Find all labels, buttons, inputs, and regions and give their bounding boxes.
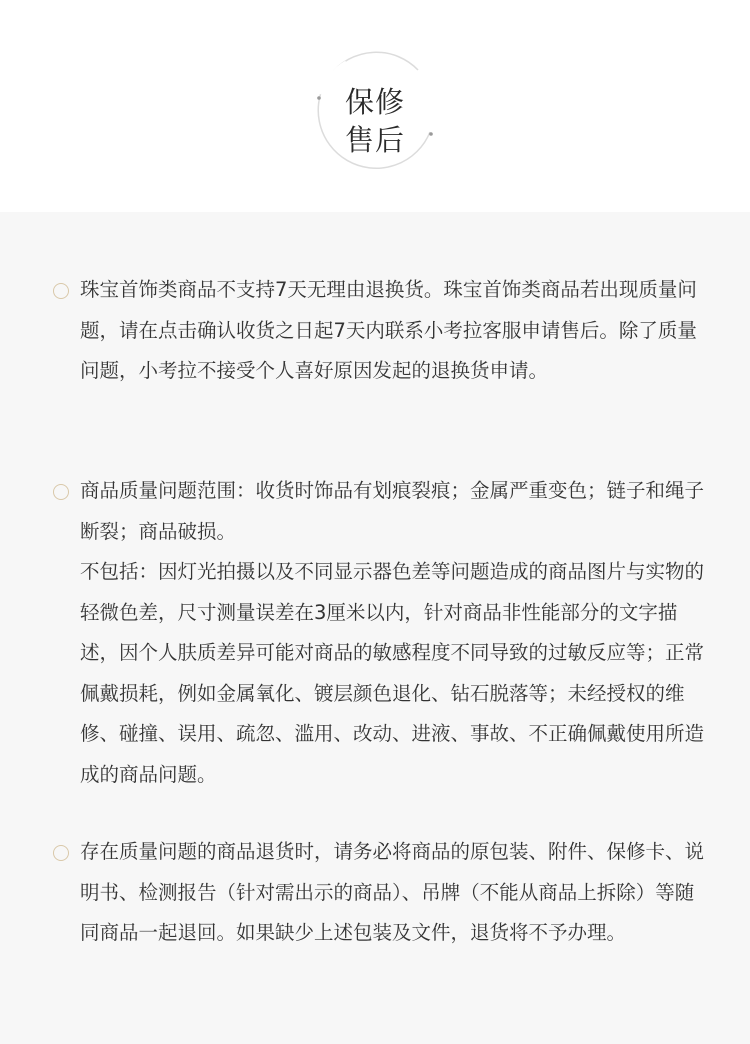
policy-exclusions-text: 不包括：因灯光拍摄以及不同显示器色差等问题造成的商品图片与实物的轻微色差，尺寸测量误差在3厘米以内，针对商品非性能部分的文字描述，因个人肤质差异可能对商品的敏感程度不同导致的过敏反应等；正常佩戴损耗，例如金属氧化、镀层颜色退化、钻石脱落等；未经授权的维修、碰撞、误用、疏忽、滥用、改动、进液、事故、不正确佩戴使用所造成的商品问题。 (80, 560, 705, 786)
header (0, 0, 750, 212)
badge-title-line2: 售后 (344, 123, 405, 157)
content-panel (0, 212, 750, 1044)
policy-text: 存在质量问题的商品退货时，请务必将商品的原包装、附件、保修卡、说明书、检测报告（针对需出示的商品）、吊牌（不能从商品上拆除）等随同商品一起退回。如果缺少上述包装及文件，退货将不予办理。 (80, 840, 705, 944)
policy-text: 珠宝首饰类商品不支持7天无理由退换货。珠宝首饰类商品若出现质量问题，请在点击确认收货之日起7天内联系小考拉客服申请售后。除了质量问题，小考拉不接受个人喜好原因发起的退换货申请。 (80, 278, 697, 382)
circle-bullet-icon (53, 484, 69, 500)
warranty-badge (310, 48, 440, 178)
circle-bullet-icon (53, 845, 69, 861)
policy-text: 商品质量问题范围：收货时饰品有划痕裂痕；金属严重变色；链子和绳子断裂；商品破损。 (80, 479, 705, 543)
circle-bullet-icon (53, 283, 69, 299)
badge-title-line1: 保修 (344, 85, 405, 119)
